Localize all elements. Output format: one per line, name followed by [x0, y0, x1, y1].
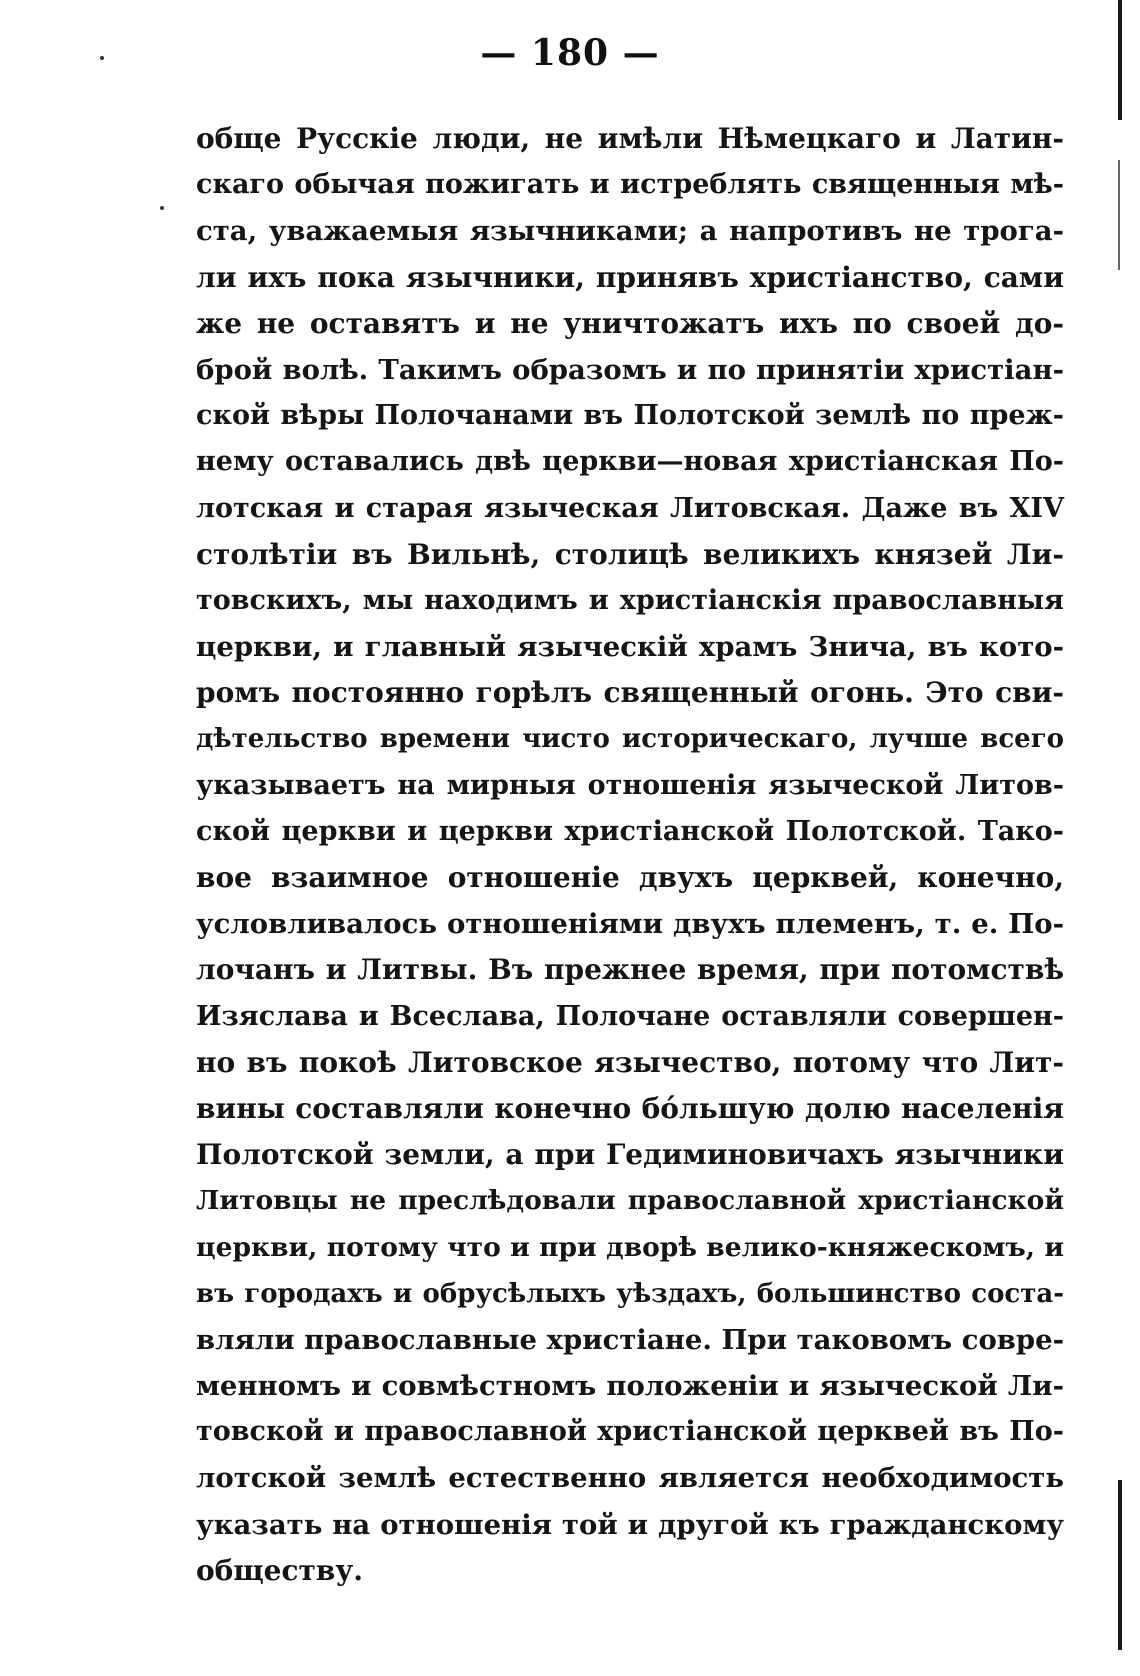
text-line: скаго обычая пожигать и истреблять священныя мѣ-	[196, 169, 1064, 201]
text-line: указываетъ на мирныя отношенія языческой Литов-	[196, 769, 1064, 801]
text-line: же не оставятъ и не уничтожатъ ихъ по своей до-	[196, 306, 1064, 340]
text-line: столѣтіи въ Вильнѣ, столицѣ великихъ князей Ли-	[196, 537, 1064, 571]
text-line: лотской землѣ естественно является необходимость	[196, 1462, 1064, 1495]
text-line: церкви, потому что и при дворѣ велико-княжескомъ, и	[196, 1231, 1064, 1263]
page-number: — 180 —	[480, 32, 660, 74]
text-line: брой волѣ. Такимъ образомъ и по принятіи христіан-	[196, 353, 1064, 386]
text-line: менномъ и совмѣстномъ положеніи и языческой Ли-	[196, 1370, 1064, 1403]
text-line: вое взаимное отношеніе двухъ церквей, конечно,	[196, 861, 1064, 894]
text-line: товскихъ, мы находимъ и христіанскія православныя	[196, 584, 1064, 616]
text-line: лотская и старая языческая Литовская. Даже въ XIV	[196, 492, 1064, 524]
text-line: дѣтельство времени чисто историческаго, лучше всего	[196, 724, 1064, 755]
text-line: церкви, и главный языческій храмъ Знича, въ кото-	[196, 631, 1064, 664]
page-edge-mark	[1118, 160, 1120, 270]
text-line: ста, уважаемыя язычниками; а напротивъ не трога-	[196, 215, 1064, 248]
text-line: ромъ постоянно горѣлъ священный огонь. Это сви-	[196, 676, 1064, 710]
text-line: ской церкви и церкви христіанской Полотской. Тако-	[196, 815, 1064, 847]
text-line: ли ихъ пока язычники, принявъ христіанство, сами	[196, 260, 1064, 294]
text-line: товской и православной христіанской церквей въ По-	[196, 1416, 1064, 1448]
text-line: вляли православные христіане. При таковомъ совре-	[196, 1323, 1065, 1356]
text-line: обще Русскіе люди, не имѣли Нѣмецкаго и Латин-	[196, 122, 1064, 155]
text-line: условливалось отношеніями двухъ племенъ, т. е. По-	[196, 908, 1064, 941]
text-line: Изяслава и Всеслава, Полочане оставляли совершен-	[196, 1000, 1064, 1032]
text-line: лочанъ и Литвы. Въ прежнее время, при потомствѣ	[196, 953, 1064, 987]
text-line: обществу.	[196, 1553, 363, 1587]
text-line: вины составляли конечно бо́льшую долю населенія	[196, 1091, 1064, 1125]
text-line: ской вѣры Полочанами въ Полотской землѣ по преж-	[196, 400, 1064, 432]
text-line: въ городахъ и обрусѣлыхъ уѣздахъ, большинство соста-	[196, 1278, 1064, 1309]
text-line: Литовцы не преслѣдовали православной христіанской	[196, 1185, 1064, 1217]
text-line: указать на отношенія той и другой къ гражданскому	[196, 1508, 1064, 1541]
text-line: Полотской земли, а при Гедиминовичахъ язычники	[196, 1138, 1064, 1172]
print-speck	[160, 206, 164, 210]
page-edge-mark	[1118, 1480, 1122, 1650]
text-line: но въ покоѣ Литовское язычество, потому что Лит-	[196, 1045, 1064, 1079]
page-text	[196, 116, 1064, 1594]
text-line: нему оставались двѣ церкви—новая христіанская По-	[196, 446, 1064, 478]
